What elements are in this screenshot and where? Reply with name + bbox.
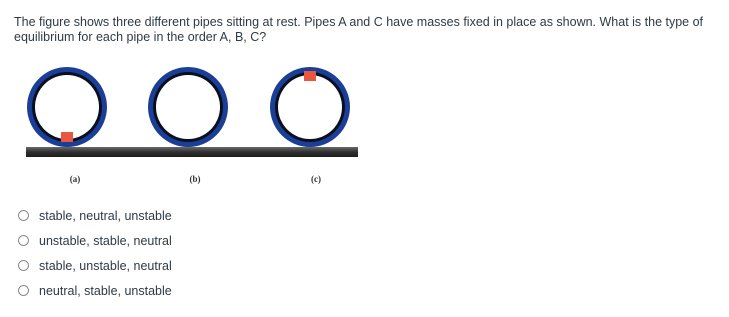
pipes-figure xyxy=(26,60,358,195)
answer-options xyxy=(18,203,172,303)
answer-option-2[interactable] xyxy=(18,228,172,253)
answer-option-label: neutral, stable, unstable xyxy=(39,283,172,298)
ground-surface xyxy=(26,147,358,157)
figure-label-a: (a) xyxy=(69,174,81,184)
pipe-a xyxy=(27,67,107,147)
pipe-b xyxy=(148,67,228,147)
radio-button[interactable] xyxy=(18,235,29,246)
radio-button[interactable] xyxy=(18,260,29,271)
mass-a xyxy=(61,132,73,142)
radio-button[interactable] xyxy=(18,285,29,296)
pipe-c xyxy=(270,67,350,147)
mass-c xyxy=(304,71,316,81)
answer-option-label: unstable, stable, neutral xyxy=(39,233,172,248)
answer-option-3[interactable] xyxy=(18,253,172,278)
figure-label-b: (b) xyxy=(189,174,201,184)
question-text: The figure shows three different pipes sitting at rest. Pipes A and C have masses fixed in place as shown. What is the type of equilibrium for each pipe in the order A, B, C? xyxy=(14,15,704,44)
radio-button[interactable] xyxy=(18,210,29,221)
answer-option-label: stable, unstable, neutral xyxy=(39,258,172,273)
figure-label-c: (c) xyxy=(311,174,321,184)
answer-option-1[interactable] xyxy=(18,203,172,228)
answer-option-label: stable, neutral, unstable xyxy=(39,208,172,223)
answer-option-4[interactable] xyxy=(18,278,172,303)
